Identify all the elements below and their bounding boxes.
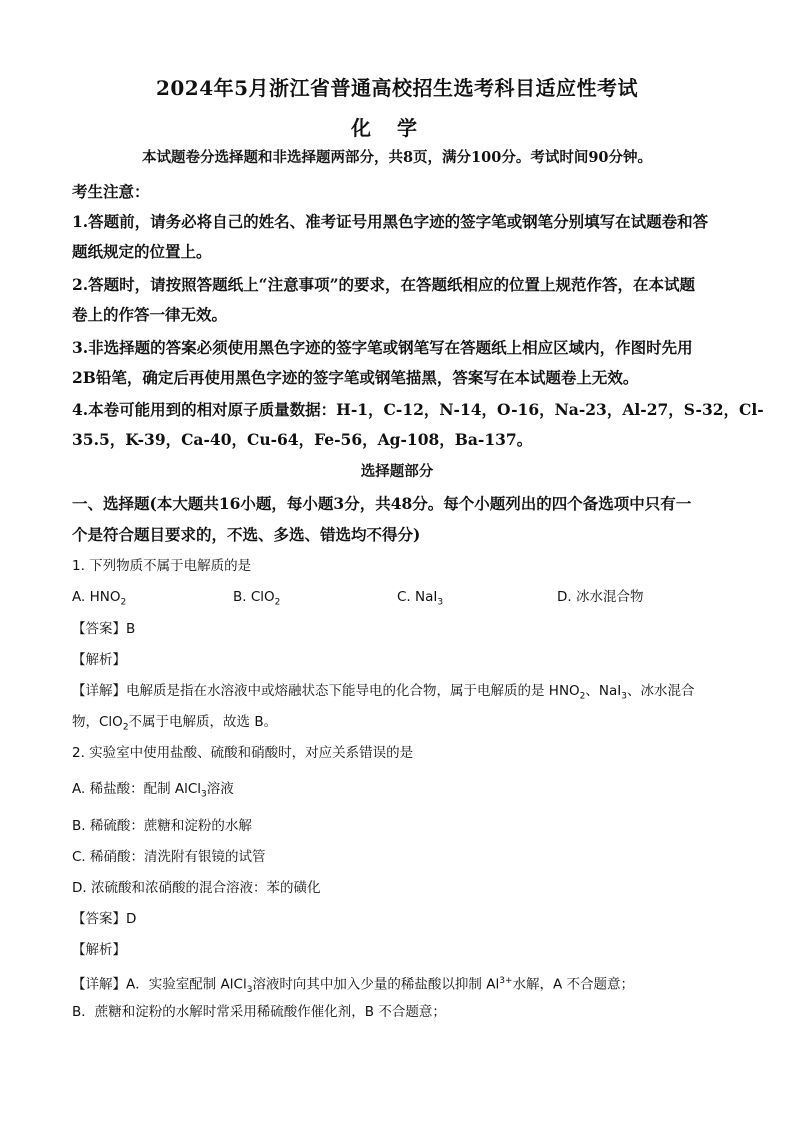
- q1-option-b-sub: 2: [274, 597, 281, 608]
- q1-detail-text-2: 、NaI: [585, 683, 622, 699]
- exam-intro: 本试题卷分选择题和非选择题两部分，共8页，满分100分。考试时间90分钟。: [141, 149, 653, 166]
- q2-option-a-sub: 3: [201, 789, 207, 800]
- q2-detail-text-3: 水解，A 不合题意；: [512, 976, 635, 993]
- notice-item-1-line-1: 1.答题前，请务必将自己的姓名、准考证号用黑色字迹的签字笔或钢笔分别填写在试题卷和答: [72, 212, 709, 231]
- notice-item-2-line-2: 卷上的作答一律无效。: [72, 305, 228, 324]
- q1-detail-line-1: [72, 681, 732, 707]
- subject-title: 化学: [351, 116, 443, 140]
- q2-detail-sub: 3: [246, 985, 253, 996]
- q2-detail-text-1: 【详解】A．实验室配制 AlCl: [72, 976, 247, 993]
- q2-option-a: [72, 779, 732, 805]
- q1-option-b: [233, 587, 280, 613]
- q2-stem: 2. 实验室中使用盐酸、硫酸和硝酸时，对应关系错误的是: [72, 745, 414, 761]
- notice-item-1-line-2: 题纸规定的位置上。: [72, 242, 212, 261]
- q1-detail-text-5: 不属于电解质，故选 B。: [128, 714, 278, 730]
- q2-detail-sup: 3+: [499, 976, 513, 986]
- q2-option-d: D. 浓硫酸和浓硝酸的混合溶液：苯的磺化: [72, 880, 321, 896]
- notice-item-3-line-2: 2B铅笔，确定后再使用黑色字迹的签字笔或钢笔描黑，答案写在本试题卷上无效。: [72, 368, 639, 387]
- section-heading: 选择题部分: [360, 463, 434, 480]
- notice-item-2-line-1: 2.答题时，请按照答题纸上“注意事项”的要求，在答题纸相应的位置上规范作答，在本试题: [72, 275, 696, 294]
- section-instruction-line-1: 一、选择题(本大题共16小题，每小题3分，共48分。每个小题列出的四个备选项中只有一: [72, 494, 692, 513]
- q1-option-b-text: B. ClO: [233, 589, 275, 605]
- q1-option-d: D. 冰水混合物: [557, 589, 644, 605]
- q2-analysis-label: 【解析】: [72, 942, 126, 958]
- q1-answer: 【答案】B: [72, 621, 136, 637]
- q2-detail-line-1: [72, 971, 732, 1000]
- q2-option-a-text: A. 稀盐酸：配制 AlCl: [72, 781, 202, 797]
- section-instruction-line-2: 个是符合题目要求的，不选、多选、错选均不得分): [72, 525, 421, 544]
- notice-item-4-line-2: 35.5，K-39，Ca-40，Cu-64，Fe-56，Ag-108，Ba-137。: [72, 430, 533, 449]
- q1-option-a-text: A. HNO: [72, 589, 121, 605]
- q1-detail-sub-1: 2: [579, 691, 586, 702]
- q1-option-a-sub: 2: [120, 597, 127, 608]
- q2-option-a-suffix: 溶液: [206, 781, 234, 797]
- q1-detail-text-3: 、冰水混合: [627, 683, 695, 699]
- q1-analysis-label: 【解析】: [72, 652, 126, 668]
- q1-option-c: [397, 587, 443, 613]
- q2-option-c: C. 稀硝酸：清洗附有银镜的试管: [72, 849, 266, 865]
- notice-item-4-line-1: 4.本卷可能用到的相对原子质量数据：H-1，C-12，N-14，O-16，Na-23，Al-27，S-32，Cl-: [72, 400, 764, 419]
- q1-detail-sub-3: 2: [122, 722, 129, 733]
- exam-title: 2024年5月浙江省普通高校招生选考科目适应性考试: [155, 76, 639, 100]
- q2-option-b: B. 稀硫酸：蔗糖和淀粉的水解: [72, 818, 252, 834]
- q1-stem: 1. 下列物质不属于电解质的是: [72, 558, 252, 574]
- q1-option-c-sub: 3: [437, 597, 444, 608]
- q2-answer: 【答案】D: [72, 911, 137, 927]
- q1-detail-line-2: [72, 712, 732, 738]
- q1-detail-sub-2: 3: [621, 691, 627, 702]
- notice-heading: 考生注意：: [72, 182, 150, 201]
- q1-option-c-text: C. NaI: [397, 589, 438, 605]
- notice-item-3-line-1: 3.非选择题的答案必须使用黑色字迹的签字笔或钢笔写在答题纸上相应区域内，作图时先用: [72, 338, 693, 357]
- q2-detail-line-2: B．蔗糖和淀粉的水解时常采用稀硫酸作催化剂，B 不合题意；: [72, 1004, 446, 1020]
- q2-detail-text-2: 溶液时向其中加入少量的稀盐酸以抑制 Al: [252, 976, 500, 993]
- q1-detail-text-1: 【详解】电解质是指在水溶液中或熔融状态下能导电的化合物，属于电解质的是 HNO: [72, 683, 580, 699]
- q1-option-a: [72, 587, 126, 613]
- q1-detail-text-4: 物，ClO: [72, 714, 123, 730]
